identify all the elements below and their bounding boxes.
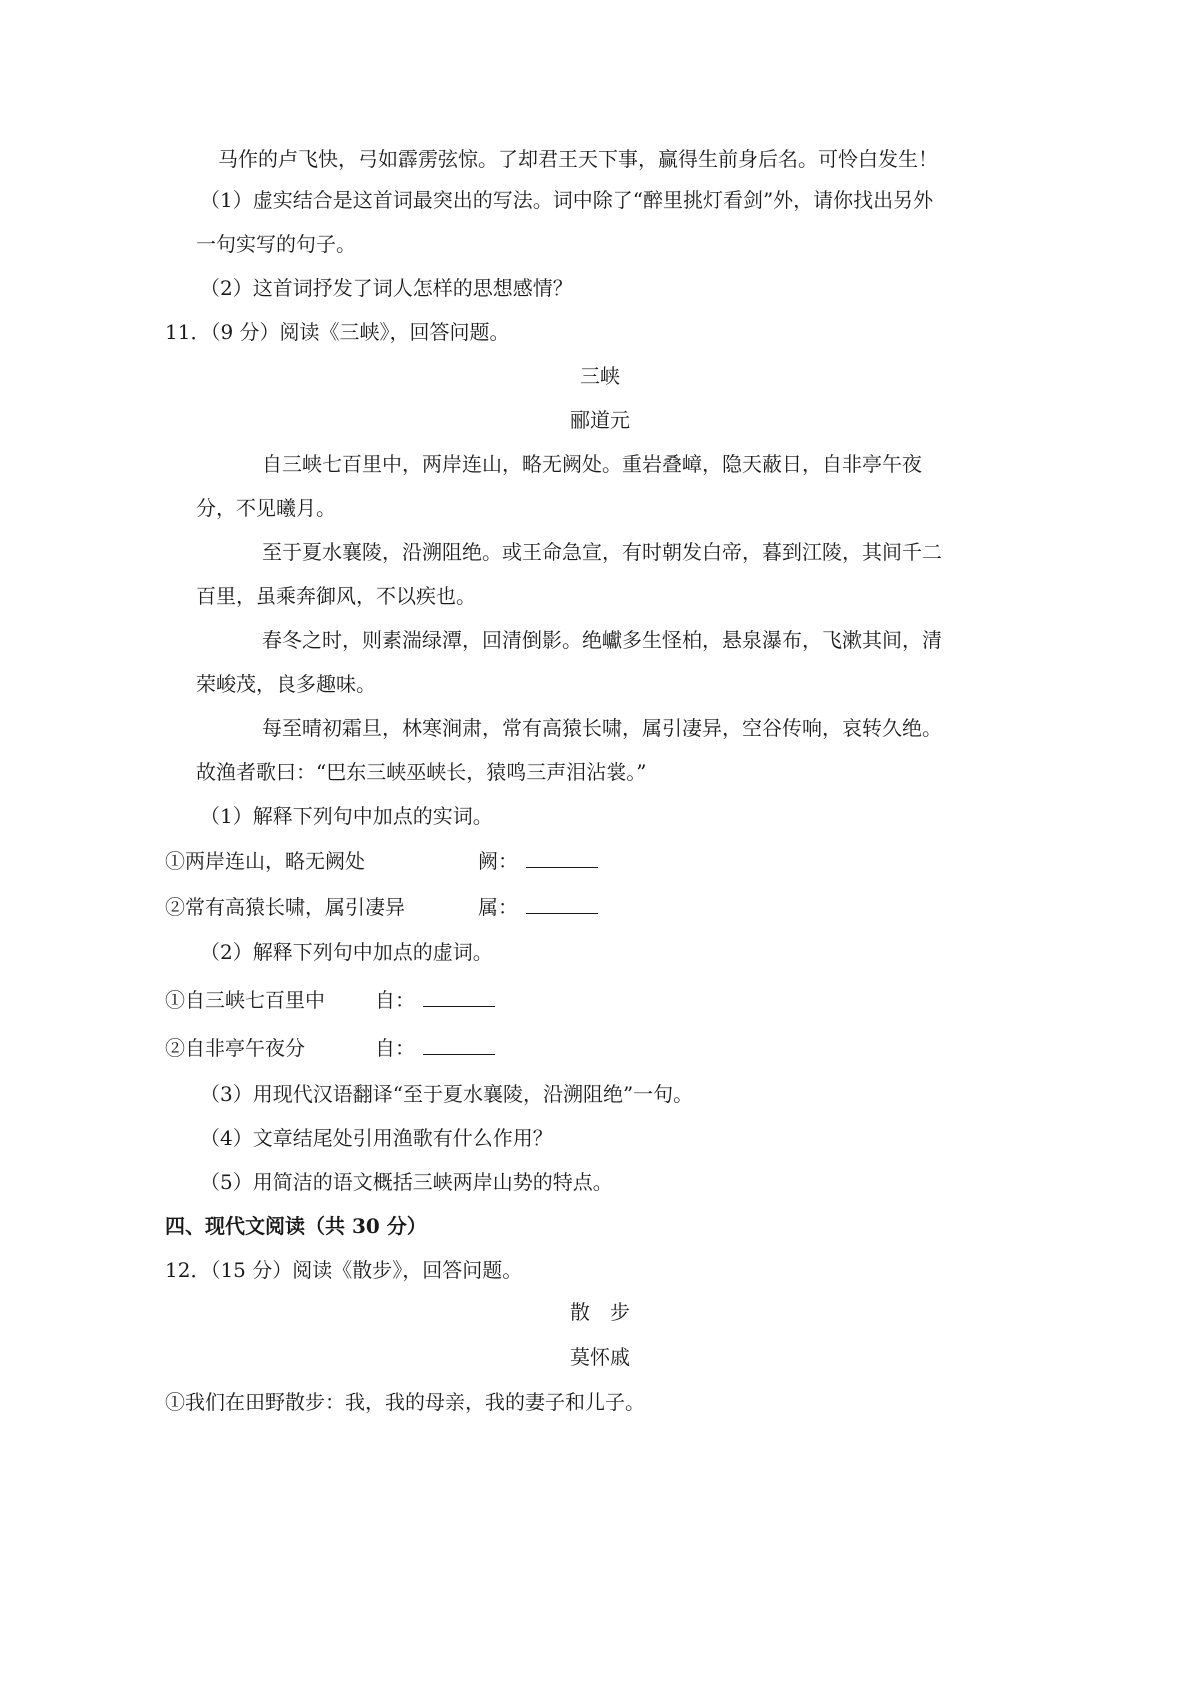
q11-sub5: （5）用简洁的语文概括三峡两岸山势的特点。 [200,1170,613,1194]
q11-title [0,362,1200,390]
q11-author-text: 郦道元 [570,408,630,432]
q11-author [0,406,1200,434]
q11-sub3: （3）用现代汉语翻译“至于夏水襄陵，沿溯阻绝”一句。 [200,1082,694,1106]
q11-sub2: （2）解释下列句中加点的虚词。 [200,940,493,964]
answer-blank[interactable] [423,1034,495,1055]
poem-tail-line: 马作的卢飞快，弓如霹雳弦惊。了却君王天下事，赢得生前身后名。可怜白发生！ [218,147,938,171]
q11-sub2-item1-word: 自： [375,988,415,1012]
q12-author [0,1343,1200,1371]
q11-sub2-item2-text: ②自非亭午夜分 [165,1036,305,1060]
q12-header: 12．（15 分）阅读《散步》，回答问题。 [165,1258,523,1282]
section4-title: 四、现代文阅读（共 30 分） [165,1214,427,1238]
q12-title-text: 散 步 [570,1300,630,1324]
q11-sub1: （1）解释下列句中加点的实词。 [200,804,493,828]
q11-header: 11．（9 分）阅读《三峡》，回答问题。 [165,320,510,344]
q10-sub2: （2）这首词抒发了词人怎样的思想感情？ [200,276,573,300]
q11-sub1-item2 [165,893,405,921]
q11-sub1-item1-word: 阙： [478,849,518,873]
q11-para3-line1: 春冬之时，则素湍绿潭，回清倒影。绝巘多生怪柏，悬泉瀑布，飞漱其间，清 [262,628,942,652]
q11-sub1-item1 [165,847,365,875]
q11-para2-line1: 至于夏水襄陵，沿溯阻绝。或王命急宣，有时朝发白帝，暮到江陵，其间千二 [262,540,942,564]
q11-para2-line2: 百里，虽乘奔御风，不以疾也。 [196,584,476,608]
q11-title-text: 三峡 [580,364,620,388]
q11-para4-line2: 故渔者歌曰：“巴东三峡巫峡长，猿鸣三声泪沾裳。” [196,760,647,784]
answer-blank[interactable] [526,847,598,868]
answer-blank[interactable] [423,986,495,1007]
q11-para4-line1: 每至晴初霜旦，林寒涧肃，常有高猿长啸，属引凄异，空谷传响，哀转久绝。 [262,716,942,740]
q11-sub1-item2-text: ②常有高猿长啸，属引凄异 [165,895,405,919]
q12-author-text: 莫怀戚 [570,1345,630,1369]
q11-sub2-item1-answer [375,986,495,1014]
q11-sub4: （4）文章结尾处引用渔歌有什么作用？ [200,1126,553,1150]
q10-sub1-line2: 一句实写的句子。 [196,232,356,256]
q11-para1-line2: 分，不见曦月。 [196,496,336,520]
q11-sub1-item1-text: ①两岸连山，略无阙处 [165,849,365,873]
q11-sub1-item2-answer [478,893,598,921]
q12-title [0,1298,1200,1326]
q11-sub2-item2 [165,1034,305,1062]
q12-para1: ①我们在田野散步：我，我的母亲，我的妻子和儿子。 [165,1390,645,1414]
q11-sub2-item1-text: ①自三峡七百里中 [165,988,325,1012]
q11-para1-line1: 自三峡七百里中，两岸连山，略无阙处。重岩叠嶂，隐天蔽日，自非亭午夜 [262,452,922,476]
q11-para3-line2: 荣峻茂，良多趣味。 [196,672,376,696]
q11-sub2-item1 [165,986,325,1014]
q11-sub1-item2-word: 属： [478,895,518,919]
q11-sub2-item2-word: 自： [375,1036,415,1060]
q10-sub1-line1: （1）虚实结合是这首词最突出的写法。词中除了“醉里挑灯看剑”外，请你找出另外 [200,188,934,212]
answer-blank[interactable] [526,893,598,914]
q11-sub1-item1-answer [478,847,598,875]
q11-sub2-item2-answer [375,1034,495,1062]
